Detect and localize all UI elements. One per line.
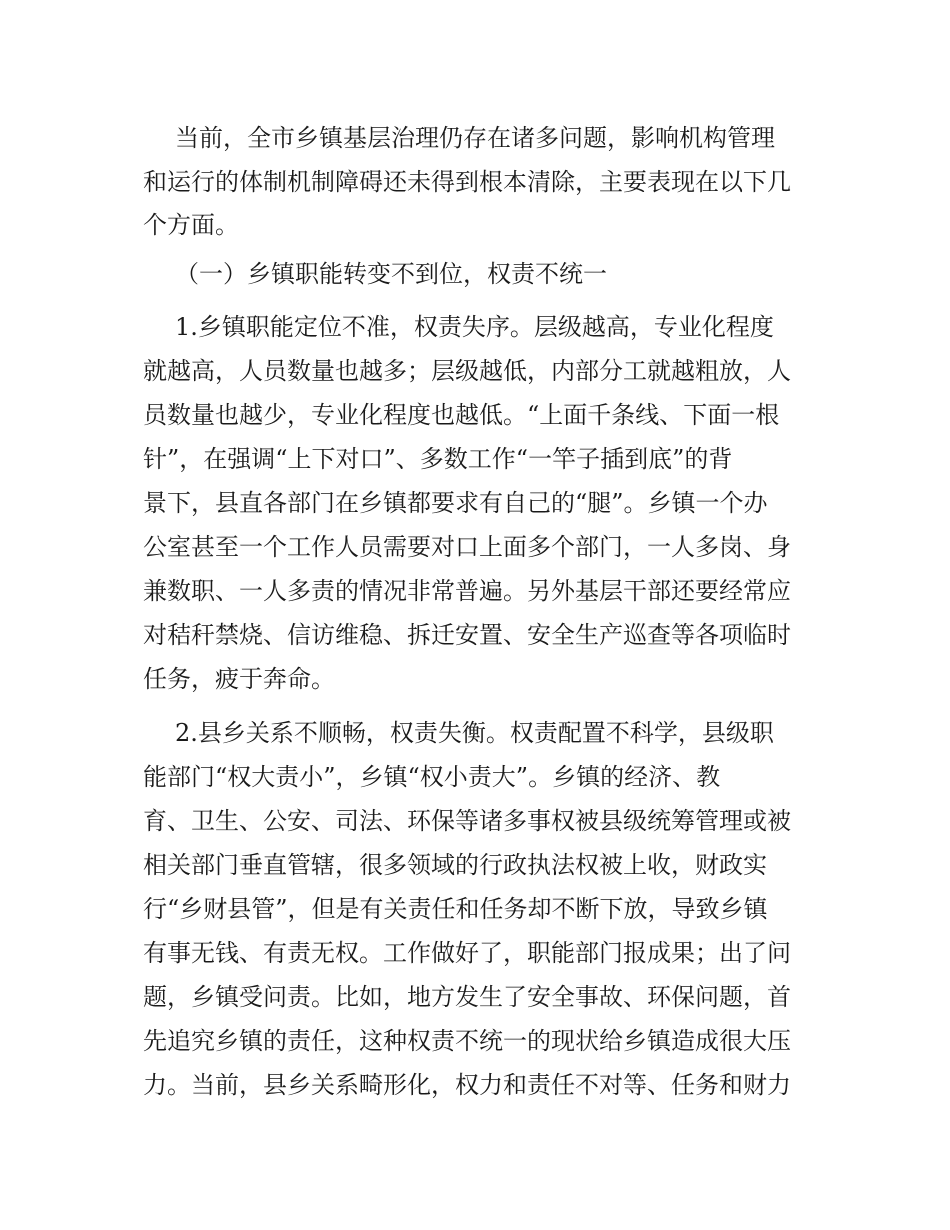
paragraph-3-line-9: 力。当前，县乡关系畸形化，权力和责任不对等、任务和财力: [143, 1071, 791, 1099]
paragraph-2-line-8: 对秸秆禁烧、信访维稳、拆迁安置、安全生产巡查等各项临时: [143, 621, 791, 649]
paragraph-2-line-5: 景下，县直各部门在乡镇都要求有自己的“腿”。乡镇一个办: [143, 489, 768, 517]
paragraph-2-line-4: 针”，在强调“上下对口”、多数工作“一竿子插到底”的背: [143, 445, 733, 473]
paragraph-2-line-9: 任务，疲于奔命。: [143, 665, 335, 693]
paragraph-2-line-7: 兼数职、一人多责的情况非常普遍。另外基层干部还要经常应: [143, 577, 791, 605]
paragraph-2-line-1: 1.乡镇职能定位不准，权责失序。层级越高，专业化程度: [175, 313, 774, 341]
paragraph-3-line-1: 2.县乡关系不顺畅，权责失衡。权责配置不科学，县级职: [175, 719, 774, 747]
paragraph-3-line-8: 先追究乡镇的责任，这种权责不统一的现状给乡镇造成很大压: [143, 1027, 791, 1055]
paragraph-3-line-4: 相关部门垂直管辖，很多领域的行政执法权被上收，财政实: [143, 851, 767, 879]
paragraph-1-line-2: 和运行的体制机制障碍还未得到根本清除，主要表现在以下几: [143, 168, 791, 196]
paragraph-2-line-6: 公室甚至一个工作人员需要对口上面多个部门，一人多岗、身: [143, 533, 791, 561]
paragraph-3-line-6: 有事无钱、有责无权。工作做好了，职能部门报成果；出了问: [143, 939, 791, 967]
paragraph-3-line-7: 题，乡镇受问责。比如，地方发生了安全事故、环保问题，首: [143, 983, 791, 1011]
paragraph-3-line-5: 行“乡财县管”，但是有关责任和任务却不断下放，导致乡镇: [143, 895, 768, 923]
section-heading: （一）乡镇职能转变不到位，权责不统一: [175, 260, 607, 288]
paragraph-1-line-3: 个方面。: [143, 211, 239, 239]
paragraph-1-line-1: 当前，全市乡镇基层治理仍存在诸多问题，影响机构管理: [175, 124, 775, 152]
paragraph-2-line-2: 就越高，人员数量也越多；层级越低，内部分工就越粗放，人: [143, 357, 791, 385]
paragraph-3-line-2: 能部门“权大责小”，乡镇“权小责大”。乡镇的经济、教: [143, 763, 721, 791]
paragraph-2-line-3: 员数量也越少，专业化程度也越低。“上面千条线、下面一根: [143, 401, 780, 429]
paragraph-3-line-3: 育、卫生、公安、司法、环保等诸多事权被县级统筹管理或被: [143, 807, 791, 835]
